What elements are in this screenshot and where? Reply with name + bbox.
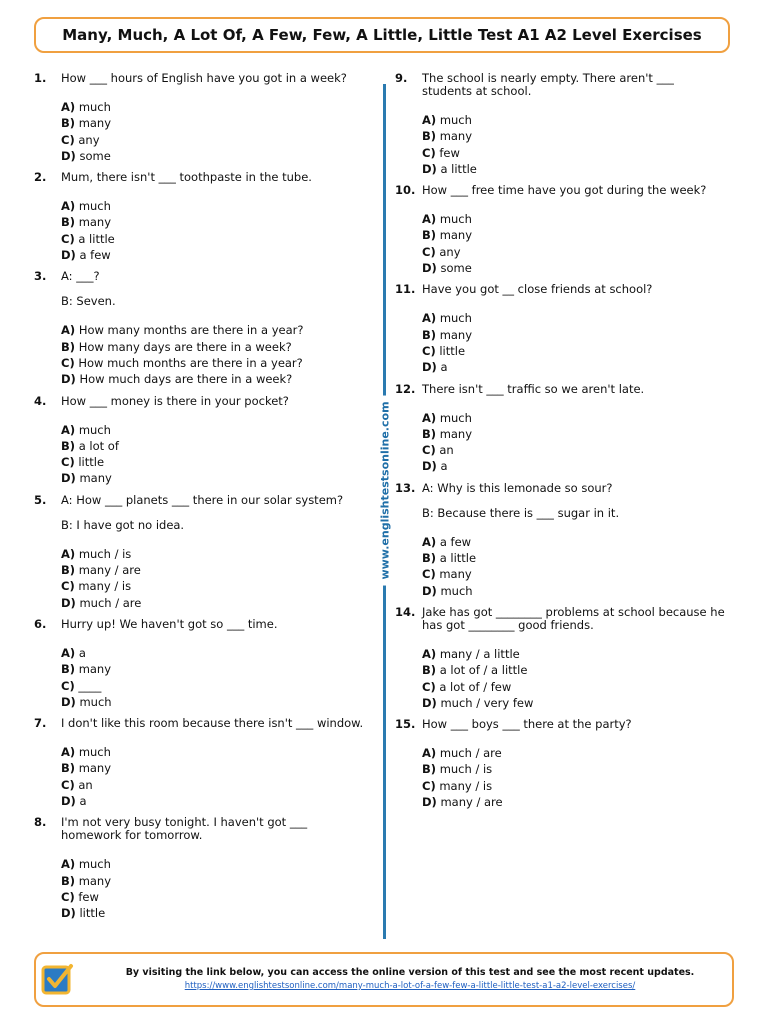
answer-option[interactable] — [422, 566, 725, 582]
option-text: How much days are there in a week? — [79, 372, 293, 387]
option-text: little — [79, 906, 106, 921]
option-letter: A) — [422, 113, 437, 127]
option-letter: C) — [61, 777, 75, 792]
question-row — [34, 171, 364, 184]
question-text: How ___ boys ___ there at the party? — [422, 717, 632, 732]
option-letter: B) — [61, 761, 76, 776]
question-row — [395, 606, 725, 632]
option-text: few — [78, 889, 99, 904]
option-letter: B) — [61, 215, 76, 230]
option-letter: C) — [61, 231, 75, 246]
answer-option[interactable] — [422, 112, 725, 128]
answer-option[interactable] — [422, 662, 725, 678]
question — [34, 395, 364, 487]
option-letter: D) — [61, 372, 76, 387]
question-reply: B: I have got no idea. — [61, 517, 185, 532]
option-text: much / is — [78, 546, 132, 561]
option-letter: D) — [422, 583, 437, 598]
footer-link[interactable]: https://www.englishtestsonline.com/many-much-a-lot-of-a-few-few-a-little-little-test-a1-a2-level-exercises/ — [184, 981, 636, 991]
answer-option[interactable] — [61, 115, 364, 131]
answer-options — [422, 211, 725, 276]
watermark — [375, 400, 395, 580]
option-letter: B) — [61, 563, 76, 578]
question-row — [395, 482, 725, 495]
question-text: A: How ___ planets ___ there in our solar system? — [61, 492, 344, 507]
question — [34, 494, 364, 611]
option-letter: D) — [422, 261, 437, 276]
question — [34, 717, 364, 809]
question — [395, 482, 725, 599]
question — [395, 283, 725, 375]
answer-option[interactable] — [61, 905, 364, 921]
option-text: much — [439, 311, 472, 326]
option-letter: A) — [422, 311, 437, 326]
option-text: How much months are there in a year? — [78, 355, 303, 370]
answer-options — [61, 645, 364, 710]
option-letter: D) — [422, 360, 437, 375]
answer-option[interactable] — [61, 678, 364, 694]
option-text: How many months are there in a year? — [78, 323, 304, 338]
question — [395, 718, 725, 810]
option-text: many — [439, 129, 473, 144]
answer-options — [422, 410, 725, 475]
footer-note: By visiting the link below, you can access the online version of this test and see the most recent updates. — [125, 967, 695, 978]
question-reply: B: Because there is ___ sugar in it. — [422, 505, 620, 520]
option-letter: C) — [422, 567, 436, 582]
answer-option[interactable] — [422, 695, 725, 711]
question-text: How ___ hours of English have you got in a week? — [61, 71, 347, 85]
answer-option[interactable] — [422, 244, 725, 260]
option-text: much — [78, 100, 111, 114]
option-letter: C) — [61, 455, 75, 470]
option-letter: A) — [61, 199, 76, 214]
option-letter: A) — [422, 746, 437, 761]
answer-option[interactable] — [422, 128, 725, 144]
answer-option[interactable] — [61, 777, 364, 793]
option-text: many / a little — [439, 646, 520, 661]
question-text: Hurry up! We haven't got so ___ time. — [61, 616, 278, 631]
page-title: Many, Much, A Lot Of, A Few, Few, A Little, Little Test A1 A2 Level Exercises — [62, 26, 702, 44]
answer-option[interactable] — [422, 534, 725, 550]
answer-option[interactable] — [61, 438, 364, 454]
question-text: A: ___? — [61, 269, 100, 284]
option-letter: A) — [61, 546, 76, 561]
option-text: a — [78, 645, 86, 660]
question-text: How ___ free time have you got during the week? — [422, 183, 707, 198]
answer-options — [61, 856, 364, 921]
answer-option[interactable] — [422, 161, 725, 177]
question-number: 10. — [395, 183, 416, 198]
question-row — [395, 283, 725, 296]
option-text: much — [440, 583, 473, 598]
answer-option[interactable] — [61, 645, 364, 661]
answer-option[interactable] — [422, 260, 725, 276]
option-text: many — [439, 327, 473, 342]
right-column — [395, 72, 725, 817]
option-text: an — [78, 777, 93, 792]
option-text: a little — [439, 551, 477, 566]
option-text: much — [78, 199, 111, 214]
question-number: 1. — [34, 71, 47, 85]
option-letter: D) — [61, 148, 76, 163]
option-text: many — [439, 567, 472, 582]
question-reply: B: Seven. — [61, 294, 116, 309]
answer-option[interactable] — [422, 310, 725, 326]
option-letter: D) — [422, 161, 437, 176]
question-number: 2. — [34, 170, 47, 185]
option-text: some — [79, 148, 111, 163]
answer-option[interactable] — [422, 778, 725, 794]
question-number: 15. — [395, 717, 416, 732]
answer-option[interactable] — [422, 145, 725, 161]
option-letter: A) — [61, 645, 76, 660]
watermark-text: www.englishtestsonline.com — [379, 395, 392, 585]
answer-options — [61, 99, 364, 164]
option-text: a lot of — [78, 438, 119, 453]
answer-option[interactable] — [422, 679, 725, 695]
question-number: 6. — [34, 616, 47, 631]
answer-option[interactable] — [61, 562, 364, 578]
footer-text — [96, 967, 724, 991]
option-letter: C) — [422, 443, 436, 458]
answer-options — [61, 322, 364, 387]
option-letter: B) — [61, 339, 76, 354]
option-letter: B) — [422, 551, 437, 566]
option-text: many — [78, 116, 112, 131]
question-number: 5. — [34, 492, 47, 507]
answer-option[interactable] — [61, 322, 364, 338]
option-letter: B) — [422, 663, 437, 678]
option-text: much — [439, 113, 472, 127]
answer-option[interactable] — [422, 426, 725, 442]
option-text: much / very few — [440, 695, 534, 710]
answer-option[interactable] — [422, 343, 725, 359]
question-row — [395, 72, 725, 98]
question-text: Have you got __ close friends at school? — [422, 282, 653, 297]
answer-options — [422, 310, 725, 375]
answer-option[interactable] — [61, 371, 364, 387]
option-letter: D) — [422, 695, 437, 710]
answer-option[interactable] — [422, 442, 725, 458]
option-text: How many days are there in a week? — [78, 339, 292, 354]
option-letter: D) — [61, 906, 76, 921]
question-number: 4. — [34, 393, 47, 408]
option-letter: C) — [61, 889, 75, 904]
option-letter: B) — [61, 116, 76, 131]
answer-option[interactable] — [61, 889, 364, 905]
option-letter: B) — [422, 129, 437, 144]
question-text: The school is nearly empty. There aren't ___ students at school. — [422, 71, 674, 98]
answer-option[interactable] — [61, 873, 364, 889]
question — [395, 383, 725, 475]
option-text: much — [78, 422, 111, 437]
option-text: much — [78, 745, 111, 760]
answer-option[interactable] — [61, 856, 364, 872]
question-row — [395, 383, 725, 396]
answer-option[interactable] — [61, 454, 364, 470]
title-box — [34, 17, 730, 53]
question-text: How ___ money is there in your pocket? — [61, 393, 289, 408]
option-text: many / is — [78, 579, 132, 594]
question-number: 8. — [34, 815, 47, 830]
option-text: many — [78, 662, 112, 677]
answer-option[interactable] — [61, 148, 364, 164]
option-letter: C) — [422, 778, 436, 793]
option-text: many / are — [78, 563, 141, 578]
option-text: ____ — [78, 678, 102, 693]
option-text: a little — [78, 231, 115, 246]
answer-options — [422, 534, 725, 599]
question-text: A: Why is this lemonade so sour? — [422, 480, 613, 495]
question-row — [34, 618, 364, 631]
question-row — [34, 270, 364, 283]
option-text: many / are — [440, 795, 503, 810]
option-text: much — [79, 694, 112, 709]
question-number: 3. — [34, 269, 47, 284]
answer-option[interactable] — [422, 458, 725, 474]
option-letter: A) — [61, 857, 76, 872]
answer-option[interactable] — [61, 546, 364, 562]
option-text: much — [439, 410, 472, 425]
question-row — [34, 395, 364, 408]
option-text: many — [439, 228, 473, 243]
answer-option[interactable] — [422, 583, 725, 599]
option-letter: C) — [61, 132, 75, 147]
answer-option[interactable] — [61, 99, 364, 115]
answer-option[interactable] — [422, 410, 725, 426]
option-letter: A) — [61, 422, 76, 437]
question-row — [34, 494, 364, 507]
option-letter: C) — [61, 678, 75, 693]
answer-options — [61, 744, 364, 809]
question-text: I don't like this room because there isn't ___ window. — [61, 716, 364, 731]
answer-option[interactable] — [61, 198, 364, 214]
option-letter: A) — [422, 534, 437, 549]
option-text: many — [78, 215, 112, 230]
option-text: much / are — [79, 595, 142, 610]
answer-option[interactable] — [61, 247, 364, 263]
option-text: many — [439, 426, 473, 441]
answer-option[interactable] — [422, 745, 725, 761]
option-letter: A) — [422, 646, 437, 661]
question-text: I'm not very busy tonight. I haven't got ___ homework for tomorrow. — [61, 815, 308, 843]
answer-option[interactable] — [61, 214, 364, 230]
answer-options — [422, 646, 725, 711]
question — [34, 270, 364, 387]
option-letter: D) — [61, 595, 76, 610]
option-text: any — [439, 244, 461, 259]
option-letter: D) — [61, 471, 76, 486]
answer-option[interactable] — [422, 646, 725, 662]
answer-option[interactable] — [61, 760, 364, 776]
question-number: 13. — [395, 480, 416, 495]
option-text: much — [78, 857, 111, 872]
answer-option[interactable] — [61, 339, 364, 355]
question-number: 12. — [395, 381, 416, 396]
option-text: a — [440, 459, 448, 474]
answer-option[interactable] — [61, 578, 364, 594]
question-row — [34, 816, 364, 842]
question-row — [34, 72, 364, 85]
answer-option[interactable] — [422, 359, 725, 375]
answer-option[interactable] — [422, 761, 725, 777]
option-text: much / are — [439, 746, 502, 761]
option-text: many / is — [439, 778, 493, 793]
option-letter: C) — [422, 679, 436, 694]
question — [34, 72, 364, 164]
option-letter: B) — [422, 426, 437, 441]
answer-option[interactable] — [61, 355, 364, 371]
option-letter: A) — [61, 745, 76, 760]
option-letter: D) — [422, 795, 437, 810]
option-letter: B) — [422, 327, 437, 342]
question-row — [395, 184, 725, 197]
option-letter: C) — [422, 244, 436, 259]
question — [34, 816, 364, 921]
answer-options — [422, 745, 725, 810]
option-text: little — [78, 455, 105, 470]
option-text: much / is — [439, 762, 493, 777]
option-text: few — [439, 145, 460, 160]
option-letter: B) — [61, 662, 76, 677]
option-text: many — [78, 761, 112, 776]
option-text: a lot of / a little — [439, 663, 528, 678]
option-letter: A) — [422, 212, 437, 227]
question — [34, 171, 364, 263]
answer-option[interactable] — [61, 231, 364, 247]
option-text: much — [439, 212, 472, 227]
answer-option[interactable] — [61, 595, 364, 611]
answer-option[interactable] — [422, 327, 725, 343]
question-text: There isn't ___ traffic so we aren't late. — [422, 381, 645, 396]
option-letter: A) — [61, 100, 76, 114]
question-number: 14. — [395, 604, 416, 619]
option-text: a few — [439, 534, 472, 549]
option-letter: D) — [61, 794, 76, 809]
answer-options — [61, 422, 364, 487]
question-row — [34, 717, 364, 730]
option-text: some — [440, 261, 472, 276]
option-text: any — [78, 132, 100, 147]
option-letter: B) — [61, 438, 76, 453]
answer-options — [61, 198, 364, 263]
option-text: a few — [79, 248, 111, 263]
option-letter: B) — [422, 762, 437, 777]
answer-option[interactable] — [422, 794, 725, 810]
option-letter: D) — [61, 694, 76, 709]
left-column — [34, 72, 364, 929]
option-letter: A) — [422, 410, 437, 425]
answer-option[interactable] — [61, 661, 364, 677]
question — [395, 184, 725, 276]
option-text: an — [439, 443, 454, 458]
question-text: Mum, there isn't ___ toothpaste in the tube. — [61, 170, 312, 185]
question-number: 9. — [395, 71, 408, 85]
option-letter: C) — [422, 343, 436, 358]
question-number: 7. — [34, 716, 47, 731]
question — [34, 618, 364, 710]
answer-option[interactable] — [61, 744, 364, 760]
option-text: a little — [440, 161, 477, 176]
option-text: many — [78, 873, 112, 888]
option-text: many — [79, 471, 112, 486]
option-text: little — [439, 343, 466, 358]
option-letter: B) — [422, 228, 437, 243]
question — [395, 606, 725, 711]
question-text: Jake has got ________ problems at school because he has got ________ good friends. — [422, 604, 725, 632]
footer-box — [34, 952, 734, 1007]
option-letter: C) — [61, 355, 75, 370]
question — [395, 72, 725, 177]
answer-option[interactable] — [61, 793, 364, 809]
question-row — [395, 718, 725, 731]
answer-option[interactable] — [61, 132, 364, 148]
answer-option[interactable] — [61, 422, 364, 438]
option-letter: A) — [61, 323, 76, 338]
answer-option[interactable] — [61, 694, 364, 710]
option-text: a — [79, 794, 87, 809]
answer-options — [61, 546, 364, 611]
question-number: 11. — [395, 282, 416, 297]
answer-option[interactable] — [422, 227, 725, 243]
option-letter: C) — [61, 579, 75, 594]
answer-option[interactable] — [422, 211, 725, 227]
checkbox-icon — [40, 962, 74, 996]
answer-option[interactable] — [422, 550, 725, 566]
option-text: a lot of / few — [439, 679, 512, 694]
option-letter: D) — [61, 248, 76, 263]
answer-options — [422, 112, 725, 177]
option-letter: C) — [422, 145, 436, 160]
answer-option[interactable] — [61, 470, 364, 486]
option-text: a — [440, 360, 448, 375]
option-letter: D) — [422, 459, 437, 474]
option-letter: B) — [61, 873, 76, 888]
